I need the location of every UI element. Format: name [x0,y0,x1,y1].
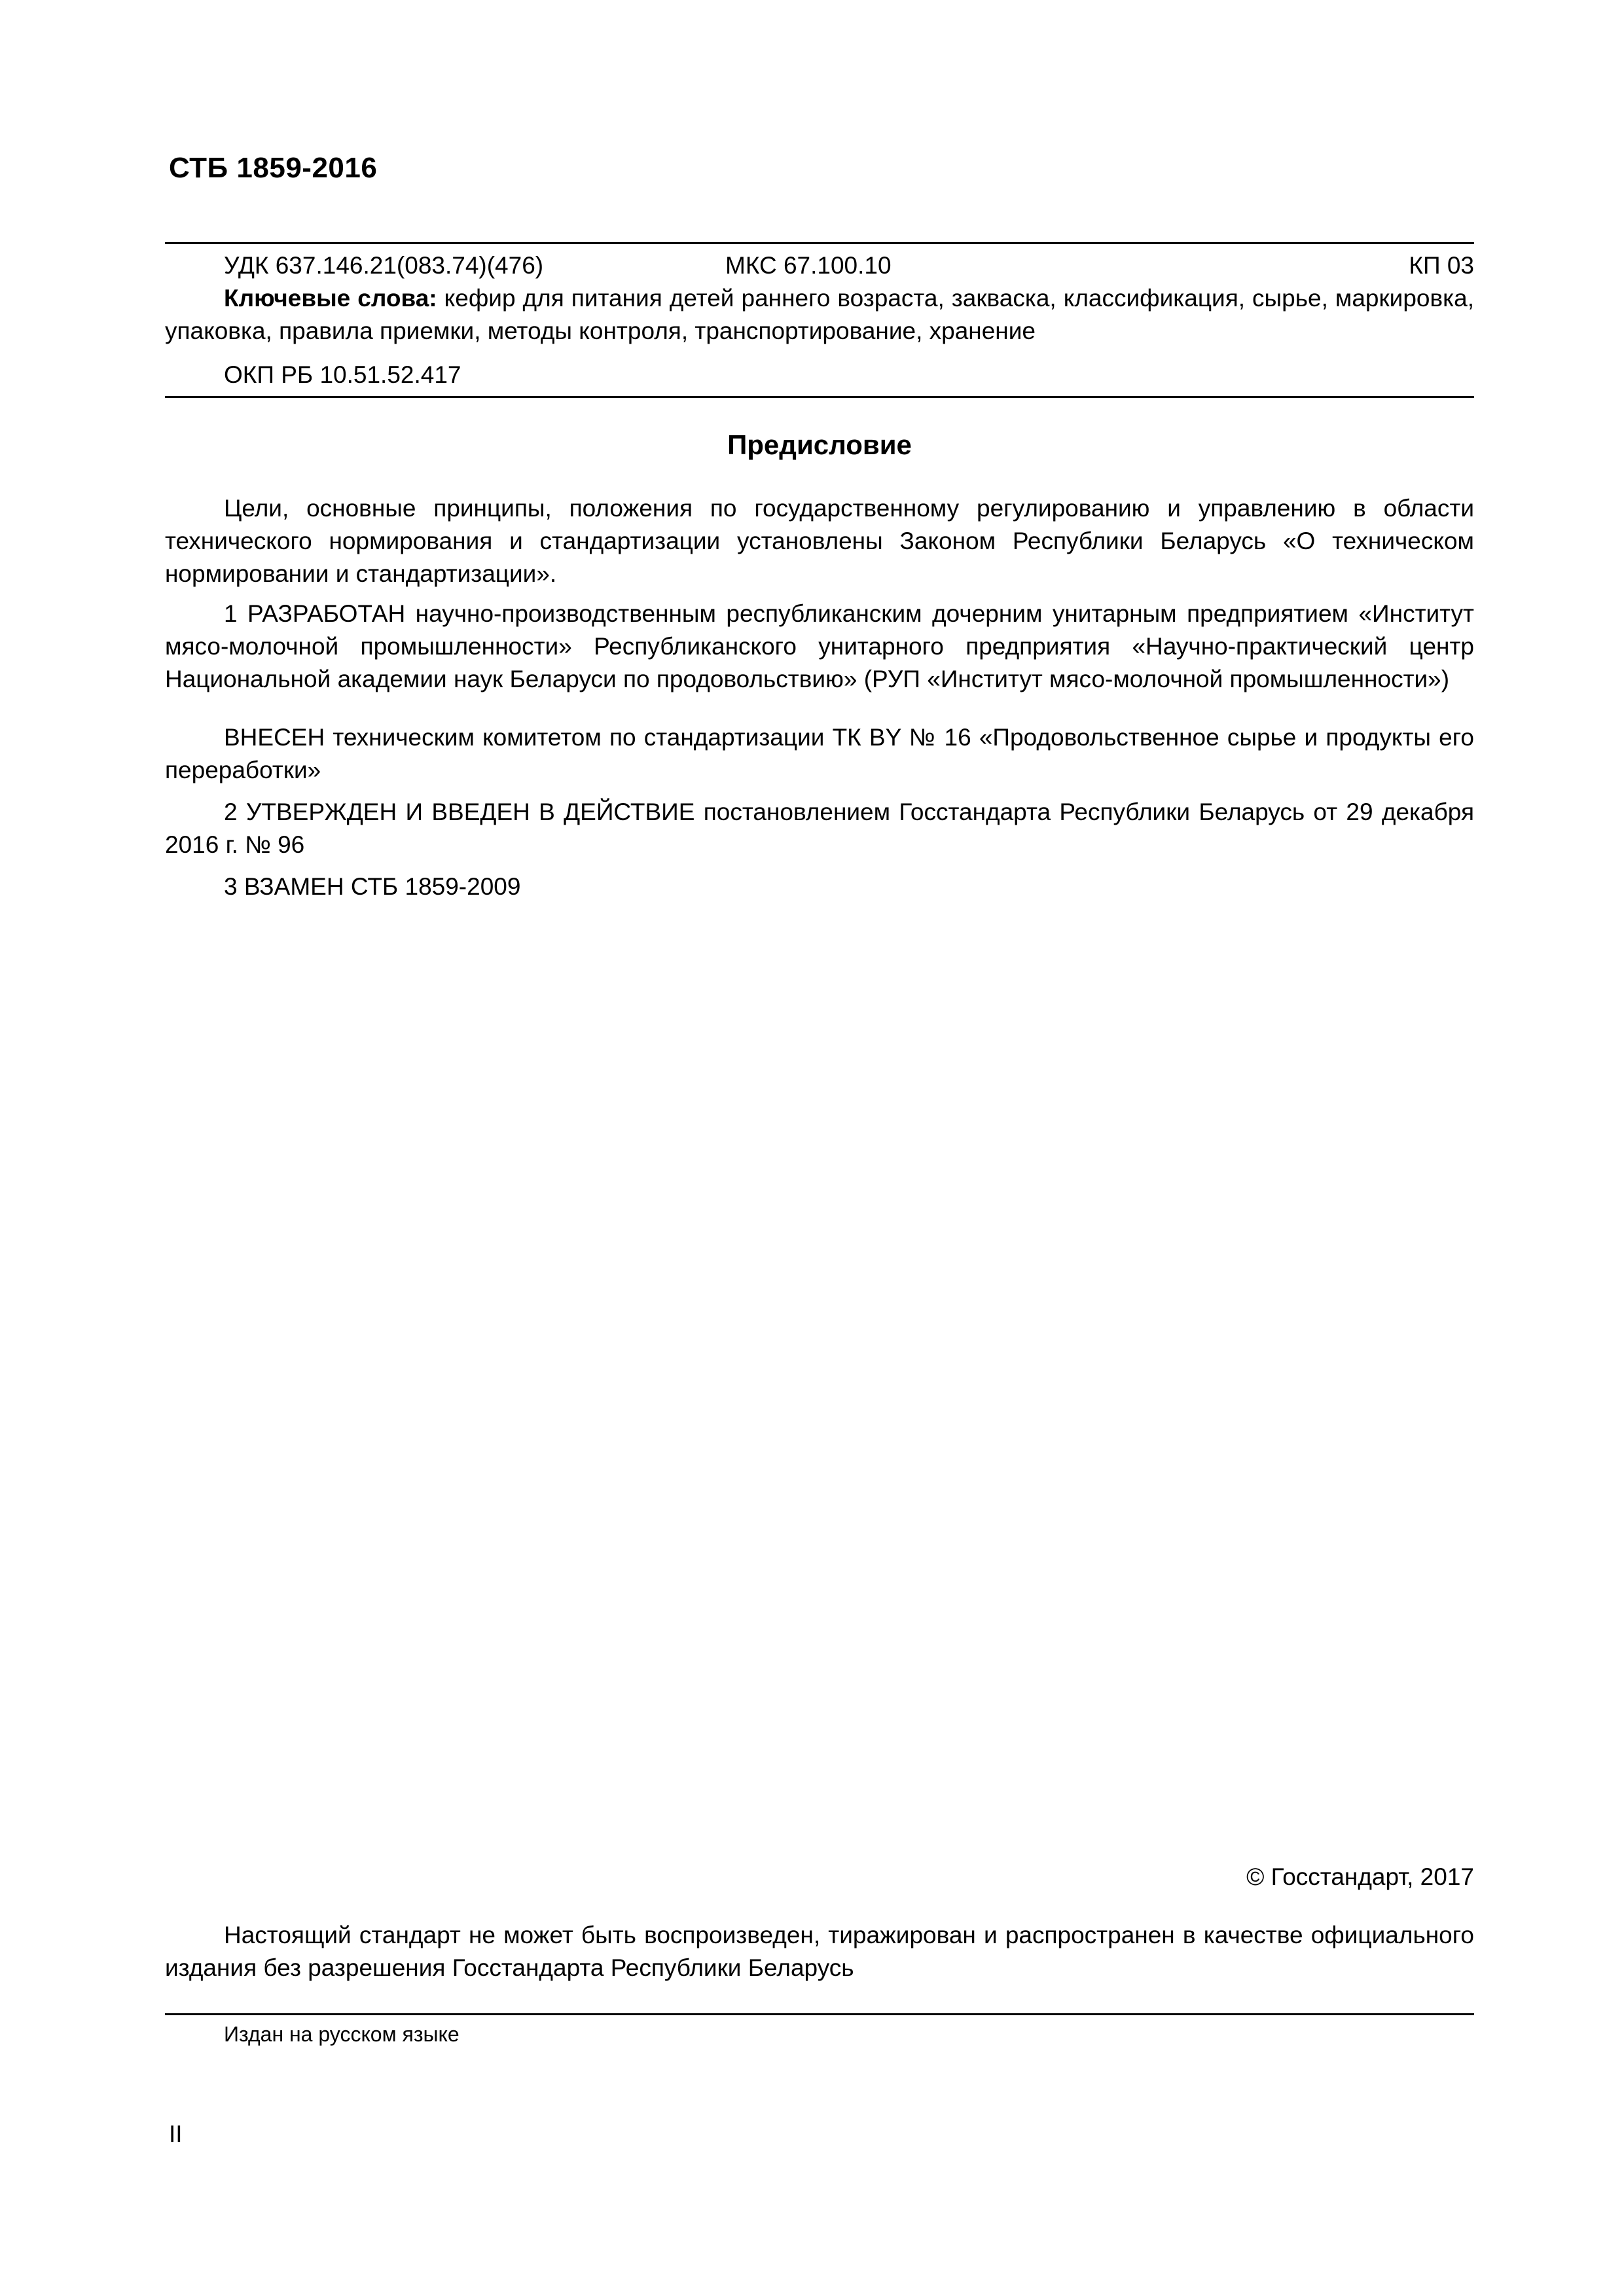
udk-code: УДК 637.146.21(083.74)(476) [224,252,544,279]
keywords-block [165,282,1474,348]
keywords-text: кефир для питания детей раннего возраста, закваска, классификация, сырье, маркировка, упаковка, правила приемки, методы контроля, транспортирование, хранение [165,285,1474,344]
top-divider [165,242,1474,244]
page-number: II [169,2121,183,2147]
preface-paragraph-developed: 1 РАЗРАБОТАН научно-производственным республиканским дочерним унитарным предприятием «Институт мясо-молочной промышленности» Республиканского унитарного предприятия «Научно-практический центр Национальной академии наук Беларуси по продовольствию» (РУП «Институт мясо-молочной промышленности») [165,600,1474,692]
preface-paragraph-replaces: 3 ВЗАМЕН СТБ 1859-2009 [224,873,521,900]
preface-title: Предисловие [727,429,912,460]
middle-divider [165,396,1474,398]
kp-code: КП 03 [1409,252,1474,279]
copyright-notice: © Госстандарт, 2017 [1246,1863,1474,1890]
okp-code: ОКП РБ 10.51.52.417 [224,361,461,388]
reproduction-notice: Настоящий стандарт не может быть воспроизведен, тиражирован и распространен в качестве официального издания без разрешения Госстандарта Республики Беларусь [165,1922,1474,1981]
preface-paragraph-approved: 2 УТВЕРЖДЕН И ВВЕДЕН В ДЕЙСТВИЕ постановлением Госстандарта Республики Беларусь от 29 декабря 2016 г. № 96 [165,798,1474,858]
preface-paragraph-goals: Цели, основные принципы, положения по государственному регулированию и управлению в области технического нормирования и стандартизации установлены Законом Республики Беларусь «О техническом нормировании и стандартизации». [165,495,1474,587]
bottom-divider [165,2013,1474,2015]
mks-code: МКС 67.100.10 [725,252,892,279]
document-code: СТБ 1859-2016 [169,152,378,184]
keywords-label: Ключевые слова: [224,285,437,312]
published-language: Издан на русском языке [224,2022,460,2046]
preface-paragraph-submitted: ВНЕСЕН техническим комитетом по стандартизации ТК BY № 16 «Продовольственное сырье и продукты его переработки» [165,724,1474,783]
